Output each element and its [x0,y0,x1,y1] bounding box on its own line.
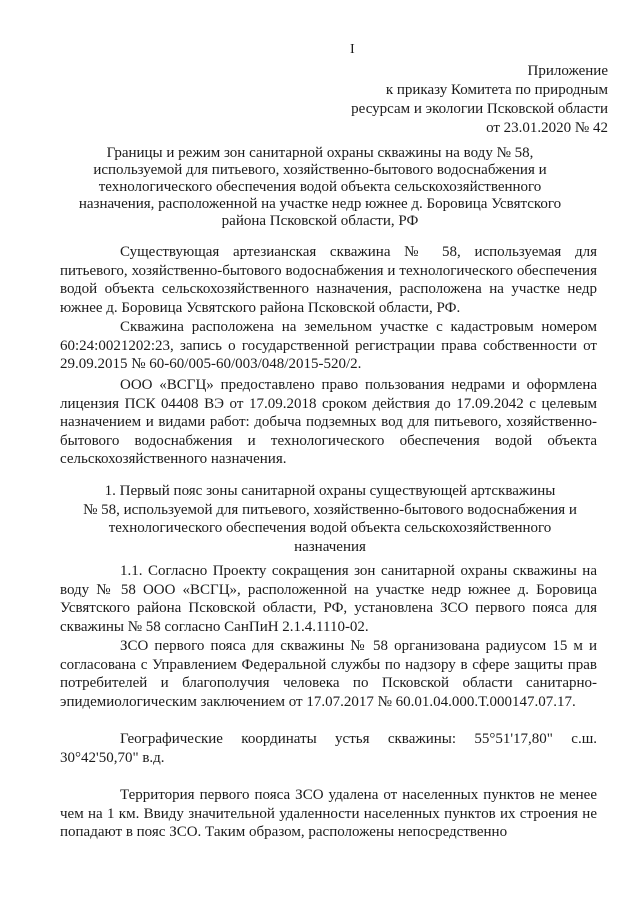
title-line-2: используемой для питьевого, хозяйственно-бытового водоснабжения и [93,162,547,178]
section-1-title-line-1: 1. Первый пояс зоны санитарной охраны существующей артскважины [104,483,556,499]
appendix-line-2: к приказу Комитета по природным [385,82,608,98]
section-1-paragraph-2: ЗСО первого пояса для скважины № 58 организована радиусом 15 м и согласована с Управлением Федеральной службы по надзору в сфере защиты прав потребителей и благополучия человека по Псковской области санитарно-эпидемиологическим заключением от 17.07.2017 № 60.01.04.000.Т.000147.07.17. [60,638,597,710]
section-1-paragraph-3: Географические координаты устья скважины: 55°51'17,80" с.ш. 30°42'50,70" в.д. [60,731,597,766]
section-1-title-line-3: технологического обеспечения водой объекта сельскохозяйственного [108,520,552,536]
intro-paragraph-1: Существующая артезианская скважина № 58, используемая для питьевого, хозяйственно-бытового водоснабжения и технологического обеспечения водой объекта сельскохозяйственного назначения, расположена на участке недр южнее д. Боровица Усвятского района Псковской области, РФ. [60,244,597,316]
page-mark: I [350,42,355,57]
title-line-4: назначения, расположенной на участке недр южнее д. Боровица Усвятского [78,196,562,212]
section-1-title [70,482,590,556]
section-1-title-line-2: № 58, используемой для питьевого, хозяйственно-бытового водоснабжения и [83,501,577,518]
appendix-line-4: от 23.01.2020 № 42 [486,120,608,136]
section-1-paragraph-4: Территория первого пояса ЗСО удалена от населенных пунктов не менее чем на 1 км. Ввиду значительной удаленности населенных пунктов их строения не попадают в пояс ЗСО. Таким образом, расположены непосредственно [60,787,597,840]
appendix-line-1: Приложение [527,63,608,79]
appendix-line-3: ресурсам и экологии Псковской области [351,101,608,117]
title-line-5: района Псковской области, РФ [221,213,419,229]
appendix-header [351,62,608,138]
section-1-paragraph-1: 1.1. Согласно Проекту сокращения зон санитарной охраны скважины на воду № 58 ООО «ВСГЦ», расположенной на участке недр южнее д. Боровица Усвятского района Псковской области, РФ, установлена ЗСО первого пояса для скважины № 58 согласно СанПиН 2.1.4.1110-02. [60,563,597,635]
intro-paragraph-3: ООО «ВСГЦ» предоставлено право пользования недрами и оформлена лицензия ПСК 04408 ВЭ от 17.09.2018 сроком действия до 17.09.2042 с целевым назначением и видами работ: добыча подземных вод для питьевого, хозяйственно-бытового водоснабжения и технологического обеспечения водой объекта сельскохозяйственного назначения. [60,377,597,467]
document-title [70,145,570,230]
section-1-title-line-4: назначения [294,538,366,555]
intro-paragraph-2: Скважина расположена на земельном участке с кадастровым номером 60:24:0021202:23, запись о государственной регистрации права собственности от 29.09.2015 № 60-60/005-60/003/048/2015-520/2. [60,319,597,372]
title-line-1: Границы и режим зон санитарной охраны скважины на воду № 58, [106,145,534,161]
title-line-3: технологического обеспечения водой объекта сельскохозяйственного [98,179,542,195]
